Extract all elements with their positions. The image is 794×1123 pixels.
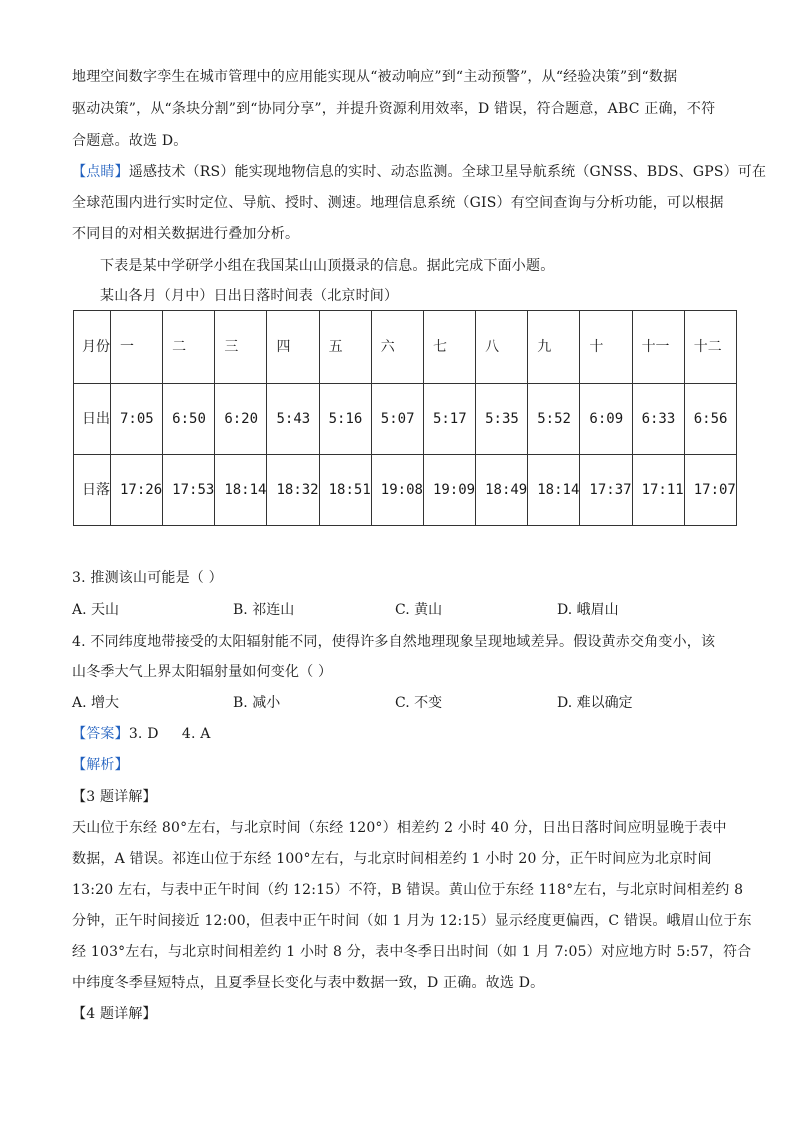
month-cell: 四 — [267, 311, 319, 384]
intro-line-2: 驱动决策”，从“条块分割”到“协同分享”，并提升资源利用效率，D 错误，符合题意，ABC 正确，不符 — [72, 101, 716, 117]
sunset-cell: 17:07 — [684, 455, 736, 526]
detail-3-line-6: 中纬度冬季昼短特点，且夏季昼长变化与表中数据一致，D 正确。故选 D。 — [72, 975, 545, 991]
tip-line-2: 全球范围内进行实时定位、导航、授时、测速。地理信息系统（GIS）有空间查询与分析功能，可以根据 — [72, 195, 724, 211]
q3-option-d: D. 峨眉山 — [557, 602, 619, 618]
month-cell: 十 — [580, 311, 632, 384]
sunrise-cell: 6:33 — [632, 384, 684, 455]
sunrise-cell: 6:50 — [163, 384, 215, 455]
table-row-sunset — [74, 455, 737, 526]
sunrise-cell: 5:07 — [371, 384, 423, 455]
intro-line-3: 合题意。故选 D。 — [72, 133, 188, 149]
tip-label: 【点睛】 — [72, 164, 129, 180]
sunset-cell: 17:11 — [632, 455, 684, 526]
q3-option-a: A. 天山 — [72, 602, 120, 618]
sunset-cell: 19:08 — [371, 455, 423, 526]
sunset-cell: 18:32 — [267, 455, 319, 526]
q4-option-b: B. 减小 — [233, 695, 281, 711]
detail-3-label: 【3 题详解】 — [72, 789, 157, 805]
detail-3-line-4: 分钟，正午时间接近 12:00，但表中正午时间（如 1 月为 12:15）显示经度更偏西，C 错误。峨眉山位于东 — [72, 913, 752, 929]
sunset-cell: 19:09 — [423, 455, 475, 526]
month-cell: 一 — [111, 311, 163, 384]
answer-text: 3. D 4. A — [128, 726, 211, 742]
sunset-cell: 18:51 — [319, 455, 371, 526]
sunset-cell: 18:14 — [215, 455, 267, 526]
sunset-header-cell: 日落 — [74, 455, 111, 526]
detail-3-line-3: 13:20 左右，与表中正午时间（约 12:15）不符，B 错误。黄山位于东经 118°左右，与北京时间相差约 8 — [72, 882, 744, 898]
month-cell: 十一 — [632, 311, 684, 384]
sunrise-sunset-table — [73, 310, 737, 526]
sunset-cell: 17:37 — [580, 455, 632, 526]
q3-option-c: C. 黄山 — [395, 602, 443, 618]
table-row-sunrise — [74, 384, 737, 455]
month-cell: 十二 — [684, 311, 736, 384]
tip-text-1: 遥感技术（RS）能实现地物信息的实时、动态监测。全球卫星导航系统（GNSS、BDS、GPS）可在 — [128, 164, 767, 180]
table-caption: 某山各月（月中）日出日落时间表（北京时间） — [100, 288, 399, 304]
sunrise-cell: 6:09 — [580, 384, 632, 455]
month-cell: 七 — [423, 311, 475, 384]
month-cell: 八 — [476, 311, 528, 384]
sunrise-cell: 7:05 — [111, 384, 163, 455]
detail-3-line-5: 经 103°左右，与北京时间相差约 1 小时 8 分，表中冬季日出时间（如 1 月 7:05）对应地方时 5:57，符合 — [72, 944, 752, 960]
question-3: 3. 推测该山可能是（ ） — [72, 570, 223, 586]
q4-option-a: A. 增大 — [72, 695, 120, 711]
answer-line — [72, 719, 722, 749]
table-row-months — [74, 311, 737, 384]
sunset-cell: 18:49 — [476, 455, 528, 526]
question-stem: 下表是某中学研学小组在我国某山山顶摄录的信息。据此完成下面小题。 — [100, 258, 555, 274]
q4-option-c: C. 不变 — [395, 695, 443, 711]
question-4-line-2: 山冬季大气上界太阳辐射量如何变化（ ） — [72, 664, 333, 680]
month-cell: 二 — [163, 311, 215, 384]
sunrise-cell: 5:52 — [528, 384, 580, 455]
q3-option-b: B. 祁连山 — [233, 602, 295, 618]
sunset-cell: 17:53 — [163, 455, 215, 526]
sunrise-cell: 6:56 — [684, 384, 736, 455]
month-header-cell: 月份 — [74, 311, 111, 384]
sunrise-cell: 5:43 — [267, 384, 319, 455]
month-cell: 三 — [215, 311, 267, 384]
question-4-line-1: 4. 不同纬度地带接受的太阳辐射能不同，使得许多自然地理现象呈现地域差异。假设黄赤交角变小，该 — [72, 634, 716, 650]
tip-paragraph-line-1 — [72, 157, 767, 187]
sunset-cell: 18:14 — [528, 455, 580, 526]
answer-label: 【答案】 — [72, 726, 129, 742]
intro-line-1: 地理空间数字孪生在城市管理中的应用能实现从“被动响应”到“主动预警”，从“经验决策”到“数据 — [72, 69, 678, 85]
sunrise-header-cell: 日出 — [74, 384, 111, 455]
detail-4-label: 【4 题详解】 — [72, 1006, 157, 1022]
sunrise-cell: 5:17 — [423, 384, 475, 455]
analysis-label: 【解析】 — [72, 757, 129, 773]
detail-3-line-1: 天山位于东经 80°左右，与北京时间（东经 120°）相差约 2 小时 40 分，日出日落时间应明显晚于表中 — [72, 820, 727, 836]
tip-line-3: 不同目的对相关数据进行叠加分析。 — [72, 226, 300, 242]
sunrise-cell: 6:20 — [215, 384, 267, 455]
q4-option-d: D. 难以确定 — [557, 695, 633, 711]
sunset-cell: 17:26 — [111, 455, 163, 526]
month-cell: 六 — [371, 311, 423, 384]
sunrise-cell: 5:16 — [319, 384, 371, 455]
sunrise-cell: 5:35 — [476, 384, 528, 455]
month-cell: 九 — [528, 311, 580, 384]
detail-3-line-2: 数据，A 错误。祁连山位于东经 100°左右，与北京时间相差约 1 小时 20 分，正午时间应为北京时间 — [72, 851, 712, 867]
month-cell: 五 — [319, 311, 371, 384]
